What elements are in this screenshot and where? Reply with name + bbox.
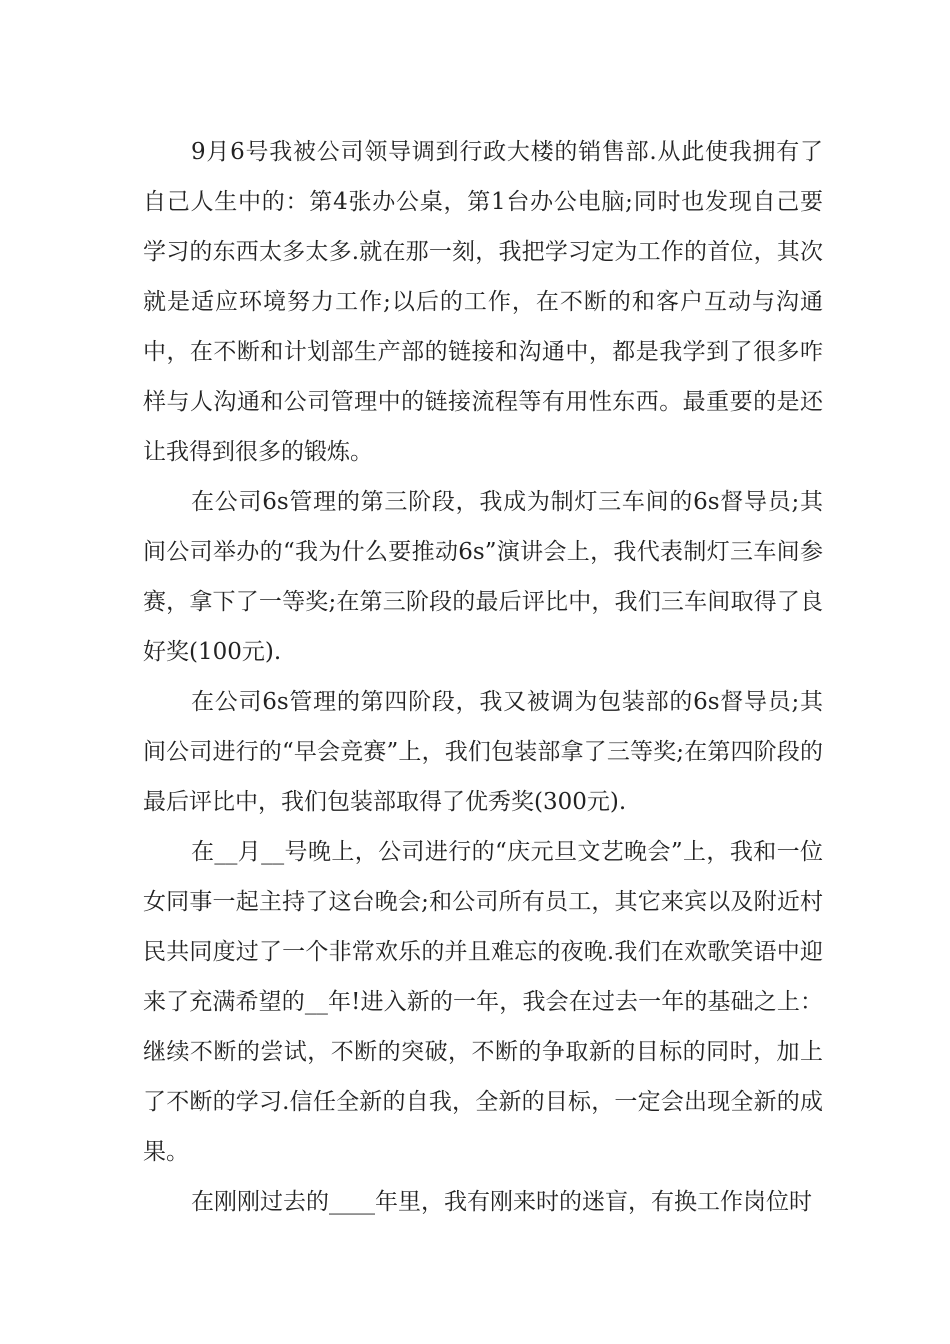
paragraph-sales-department: 9月6号我被公司领导调到行政大楼的销售部.从此使我拥有了自己人生中的：第4张办公桌，第1台办公电脑;同时也发现自己要学习的东西太多太多.就在那一刻，我把学习定为工作的首位，其次就是适应环境努力工作;以后的工作，在不断的和客户互动与沟通中，在不断和计划部生产部的链接和沟通中，都是我学到了很多咋样与人沟通和公司管理中的链接流程等有用性东西。最重要的是还让我得到很多的锻炼。 — [143, 139, 823, 465]
paragraph-past-year: 在刚刚过去的____年里，我有刚来时的迷盲，有换工作岗位时 — [191, 1189, 812, 1215]
paragraph-6s-phase-four: 在公司6s管理的第四阶段，我又被调为包装部的6s督导员;其间公司进行的“早会竞赛”上，我们包装部拿了三等奖;在第四阶段的最后评比中，我们包装部取得了优秀奖(300元). — [143, 689, 823, 815]
document-body — [143, 127, 823, 1227]
paragraph-6s-phase-three: 在公司6s管理的第三阶段，我成为制灯三车间的6s督导员;其间公司举办的“我为什么要推动6s”演讲会上，我代表制灯三车间参赛，拿下了一等奖;在第三阶段的最后评比中，我们三车间取得了良好奖(100元). — [143, 489, 823, 665]
paragraph-new-year-gala: 在__月__号晚上，公司进行的“庆元旦文艺晚会”上，我和一位女同事一起主持了这台晚会;和公司所有员工，其它来宾以及附近村民共同度过了一个非常欢乐的并且难忘的夜晚.我们在欢歌笑语中迎来了充满希望的__年!进入新的一年，我会在过去一年的基础之上：继续不断的尝试，不断的突破，不断的争取新的目标的同时，加上了不断的学习.信任全新的自我，全新的目标，一定会出现全新的成果。 — [143, 839, 823, 1165]
